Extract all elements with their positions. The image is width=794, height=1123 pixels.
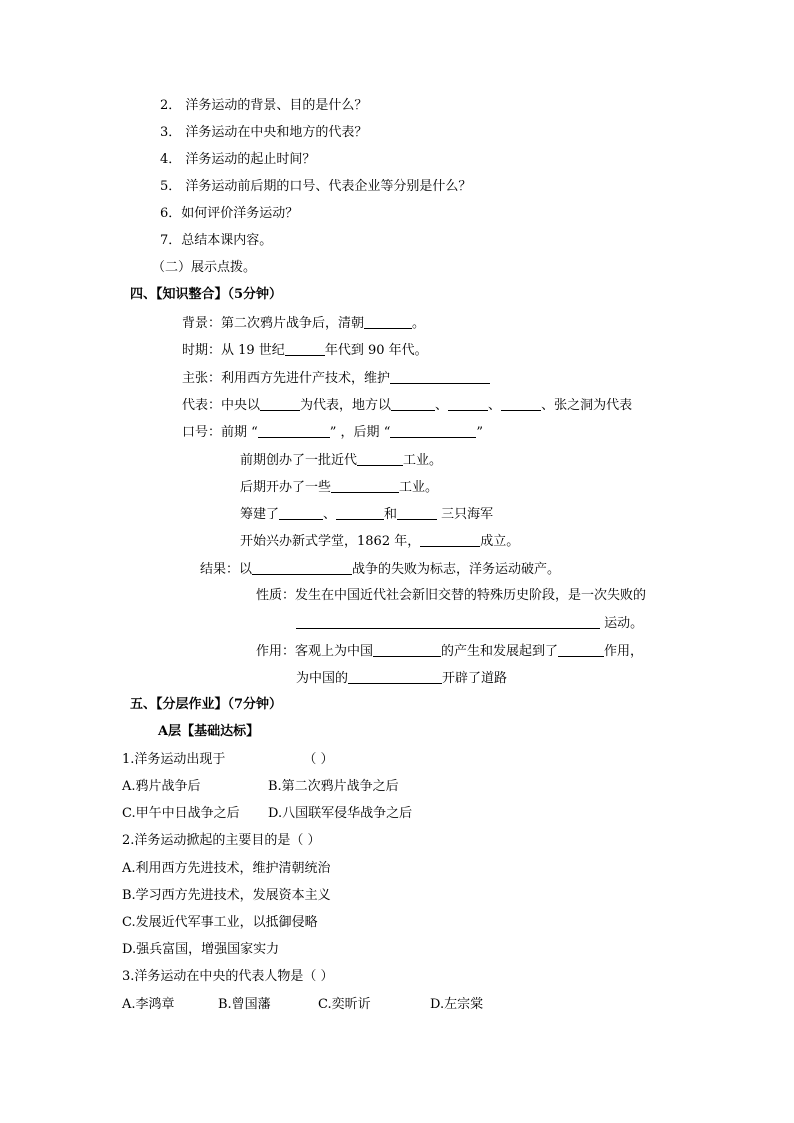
mc-option[interactable]: A.利用西方先进技术，维护清朝统治 <box>122 861 331 876</box>
blank-field[interactable] <box>260 397 300 411</box>
blank-field[interactable] <box>448 397 488 411</box>
mc-option[interactable]: C.奕昕䜣 <box>318 997 371 1012</box>
kz-background: 背景：第二次鸦片战争后，清朝 。 <box>182 316 426 331</box>
blank-field[interactable] <box>258 424 330 438</box>
layer-a-heading: A层【基础达标】 <box>158 724 260 739</box>
mc-option[interactable]: D.强兵富国，增强国家实力 <box>122 942 280 957</box>
kz-school: 开始兴办新式学堂，1862 年， 成立。 <box>240 534 520 549</box>
kz-result: 结果：以 战争的失败为标志，洋务运动破产。 <box>200 562 561 577</box>
mc-option[interactable]: A.鸦片战争后 <box>122 779 201 794</box>
kz-navy: 筹建了 、 和 三只海军 <box>240 507 494 522</box>
blank-field[interactable] <box>357 452 403 466</box>
blank-field[interactable] <box>420 533 480 547</box>
mc-option[interactable]: B.学习西方先进技术，发展资本主义 <box>122 888 331 903</box>
question-3: 3． 洋务运动在中央和地方的代表？ <box>160 125 368 140</box>
blank-field[interactable] <box>279 506 323 520</box>
question-6: 6．如何评价洋务运动？ <box>160 206 299 221</box>
kz-effect: 作用：客观上为中国 的产生和发展起到了 作用， <box>256 644 644 659</box>
kz-effect-cont: 为中国的 开辟了道路 <box>296 671 508 686</box>
blank-field[interactable] <box>285 342 325 356</box>
blank-field[interactable] <box>501 397 541 411</box>
kz-nature: 性质：发生在中国近代社会新旧交替的特殊历史阶段，是一次失败的 <box>256 588 647 603</box>
mc-option[interactable]: B.第二次鸦片战争之后 <box>268 779 399 794</box>
blank-field[interactable] <box>348 670 442 684</box>
mc-option[interactable]: C.发展近代军事工业，以抵御侵略 <box>122 915 318 930</box>
question-2: 2． 洋务运动的背景、目的是什么？ <box>160 98 368 113</box>
mc-option[interactable]: D.八国联军侵华战争之后 <box>268 806 413 821</box>
mc-question-1: 1.洋务运动出现于 （ ） <box>122 752 334 767</box>
blank-field[interactable] <box>397 506 437 520</box>
kz-claim: 主张：利用西方先进什产技术，维护 <box>182 370 490 387</box>
blank-field[interactable] <box>391 397 435 411</box>
mc-option[interactable]: C.甲午中日战争之后 <box>122 806 240 821</box>
kz-late-industry: 后期开办了一些 工业。 <box>240 480 439 495</box>
blank-field[interactable] <box>336 506 384 520</box>
kz-early-industry: 前期创办了一批近代 工业。 <box>240 453 443 468</box>
question-7: 7．总结本课内容。 <box>160 233 273 248</box>
blank-field[interactable] <box>390 424 476 438</box>
blank-field[interactable] <box>252 561 352 575</box>
blank-field[interactable] <box>373 643 441 657</box>
kz-representatives: 代表：中央以 为代表，地方以 、 、 、张之洞为代表 <box>182 398 633 413</box>
blank-field[interactable] <box>390 370 490 384</box>
kz-slogan: 口号：前期 “ ” ，后期 “ ” <box>182 425 483 440</box>
blank-field[interactable] <box>331 479 399 493</box>
section5-heading: 五、【分层作业】（7分钟） <box>130 697 283 712</box>
mc-question-3: 3.洋务运动在中央的代表人物是（ ） <box>122 969 334 984</box>
mc-question-2: 2.洋务运动掀起的主要目的是（ ） <box>122 833 321 848</box>
blank-field[interactable] <box>296 615 600 629</box>
mc-option[interactable]: B.曾国藩 <box>218 997 271 1012</box>
question-5: 5． 洋务运动前后期的口号、代表企业等分别是什么？ <box>160 179 472 194</box>
mc-option[interactable]: A.李鸿章 <box>122 997 175 1012</box>
question-4: 4． 洋务运动的起止时间？ <box>160 152 316 167</box>
kz-nature-cont: 运动。 <box>296 615 643 632</box>
kz-period: 时期：从 19 世纪 年代到 90 年代。 <box>182 343 428 358</box>
section4-heading: 四、【知识整合】（5分钟） <box>130 287 283 302</box>
blank-field[interactable] <box>364 315 412 329</box>
show-guide: （二）展示点拨。 <box>152 260 257 275</box>
mc-option[interactable]: D.左宗棠 <box>430 997 484 1012</box>
blank-field[interactable] <box>558 643 604 657</box>
